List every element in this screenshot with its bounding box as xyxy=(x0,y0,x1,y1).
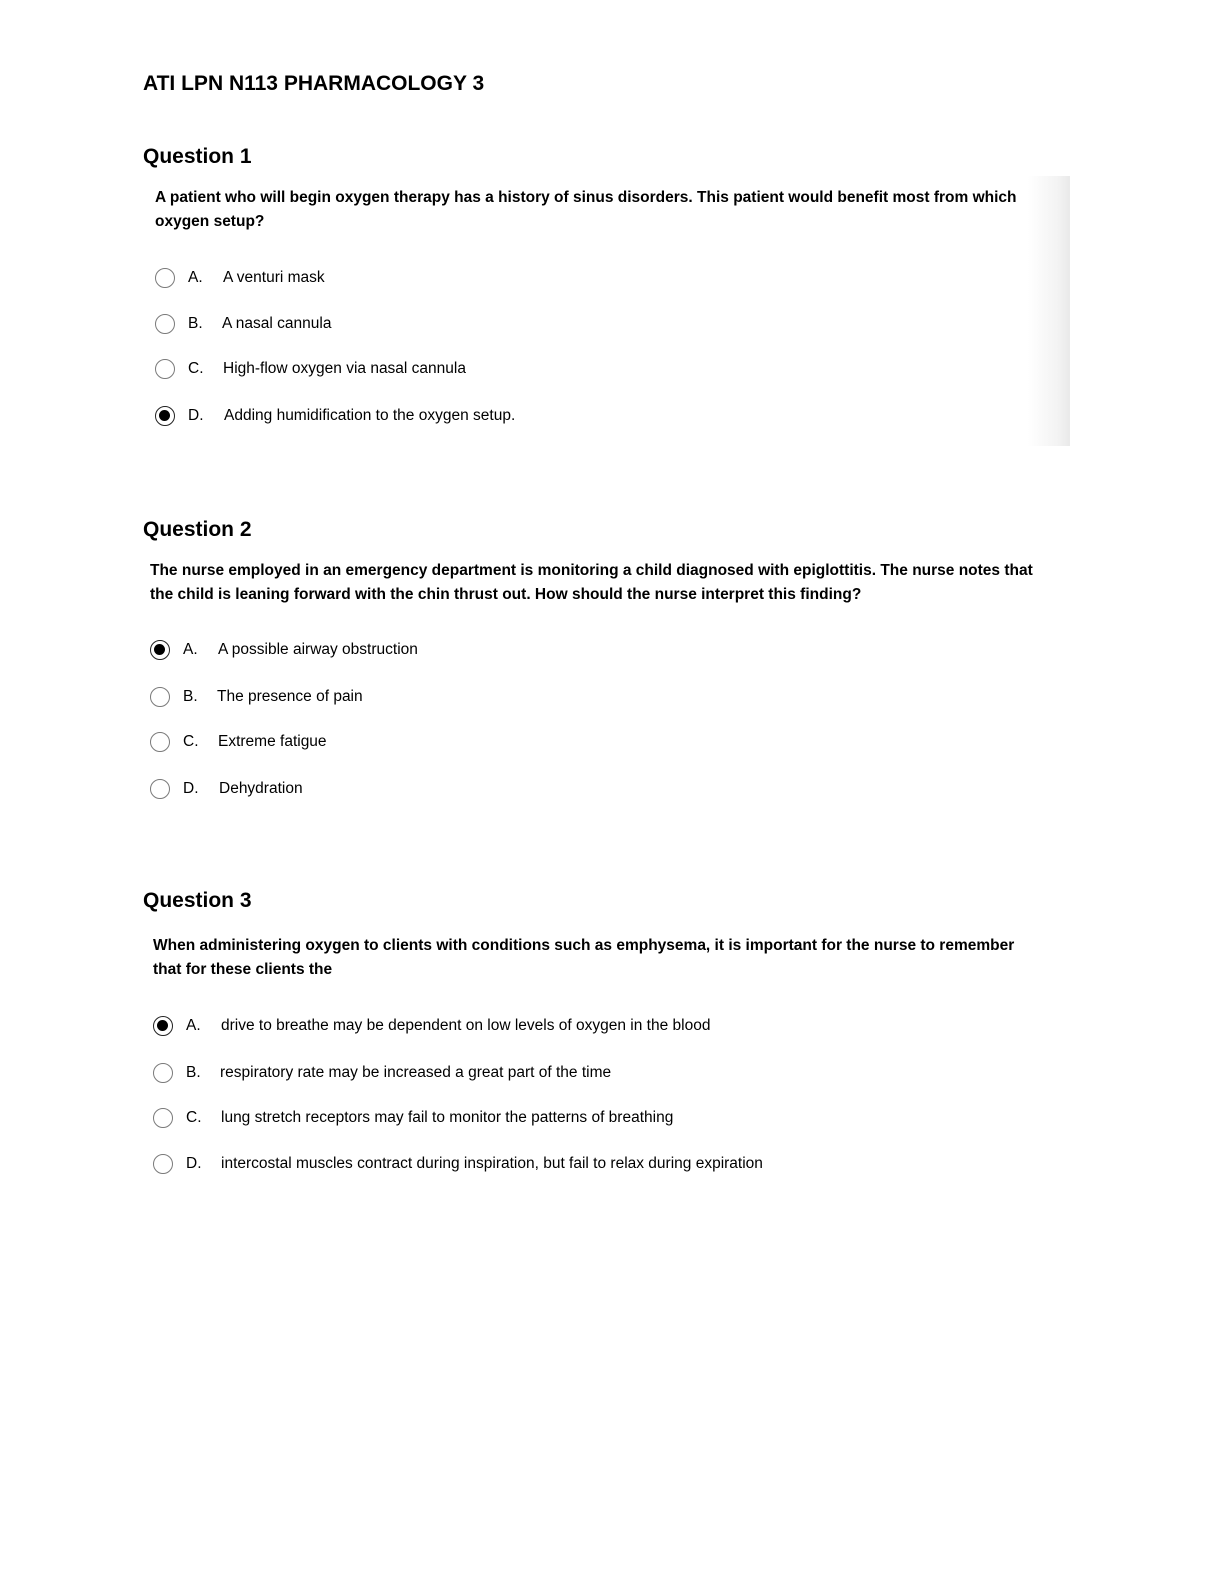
question-stem: A patient who will begin oxygen therapy has a history of sinus disorders. This patient would benefit most from which oxygen setup? xyxy=(155,189,1017,230)
option-text: A venturi mask xyxy=(223,269,325,286)
option-text: Extreme fatigue xyxy=(218,733,327,750)
option-letter: B. xyxy=(186,1064,201,1081)
option-text: drive to breathe may be dependent on low levels of oxygen in the blood xyxy=(221,1017,711,1034)
question-2 xyxy=(143,518,1073,818)
question-heading: Question 2 xyxy=(143,518,252,541)
radio-button-selected[interactable] xyxy=(153,1016,173,1036)
answer-option-a[interactable] xyxy=(155,267,755,291)
option-text: respiratory rate may be increased a great part of the time xyxy=(220,1064,612,1081)
radio-button-unselected[interactable] xyxy=(155,359,175,379)
question-panel xyxy=(143,549,1070,814)
option-text: High-flow oxygen via nasal cannula xyxy=(223,360,466,377)
radio-button-unselected[interactable] xyxy=(150,687,170,707)
question-3 xyxy=(143,889,1073,1189)
radio-button-unselected[interactable] xyxy=(153,1154,173,1174)
option-text: lung stretch receptors may fail to monitor the patterns of breathing xyxy=(221,1109,674,1126)
question-1 xyxy=(143,145,1073,455)
radio-button-unselected[interactable] xyxy=(150,732,170,752)
question-heading: Question 3 xyxy=(143,889,252,912)
answer-option-d[interactable] xyxy=(155,405,755,429)
option-letter: A. xyxy=(183,641,198,658)
option-letter: B. xyxy=(188,315,203,332)
answer-option-c[interactable] xyxy=(150,731,750,755)
answer-option-c[interactable] xyxy=(153,1107,853,1131)
answer-option-b[interactable] xyxy=(153,1062,853,1086)
radio-button-selected[interactable] xyxy=(150,640,170,660)
radio-button-unselected[interactable] xyxy=(150,779,170,799)
option-text: Dehydration xyxy=(219,780,303,797)
radio-button-selected[interactable] xyxy=(155,406,175,426)
answer-option-c[interactable] xyxy=(155,358,755,382)
answer-option-d[interactable] xyxy=(153,1153,853,1177)
option-letter: D. xyxy=(183,780,199,797)
answer-option-b[interactable] xyxy=(155,313,755,337)
radio-button-unselected[interactable] xyxy=(153,1108,173,1128)
option-letter: D. xyxy=(188,407,204,424)
option-text: A possible airway obstruction xyxy=(218,641,418,658)
question-stem: The nurse employed in an emergency department is monitoring a child diagnosed with epiglottitis. The nurse notes that the child is leaning forward with the chin thrust out. How should the nurse interpret this finding? xyxy=(150,562,1033,603)
question-heading: Question 1 xyxy=(143,145,252,168)
option-letter: A. xyxy=(186,1017,201,1034)
question-stem: When administering oxygen to clients with conditions such as emphysema, it is important for the nurse to remember that for these clients the xyxy=(153,937,1015,978)
option-text: Adding humidification to the oxygen setup. xyxy=(224,407,516,424)
option-letter: A. xyxy=(188,269,203,286)
answer-option-d[interactable] xyxy=(150,778,750,802)
answer-option-a[interactable] xyxy=(153,1015,853,1039)
option-text: A nasal cannula xyxy=(222,315,332,332)
radio-button-unselected[interactable] xyxy=(153,1063,173,1083)
question-panel xyxy=(143,176,1070,446)
radio-button-unselected[interactable] xyxy=(155,268,175,288)
option-letter: B. xyxy=(183,688,198,705)
option-letter: D. xyxy=(186,1155,202,1172)
option-letter: C. xyxy=(186,1109,202,1126)
question-panel xyxy=(143,924,1070,1189)
answer-option-b[interactable] xyxy=(150,686,750,710)
radio-button-unselected[interactable] xyxy=(155,314,175,334)
option-letter: C. xyxy=(183,733,199,750)
option-text: intercostal muscles contract during inspiration, but fail to relax during expiration xyxy=(221,1155,763,1172)
answer-option-a[interactable] xyxy=(150,639,750,663)
document-title: ATI LPN N113 PHARMACOLOGY 3 xyxy=(143,72,485,95)
option-text: The presence of pain xyxy=(217,688,363,705)
option-letter: C. xyxy=(188,360,204,377)
